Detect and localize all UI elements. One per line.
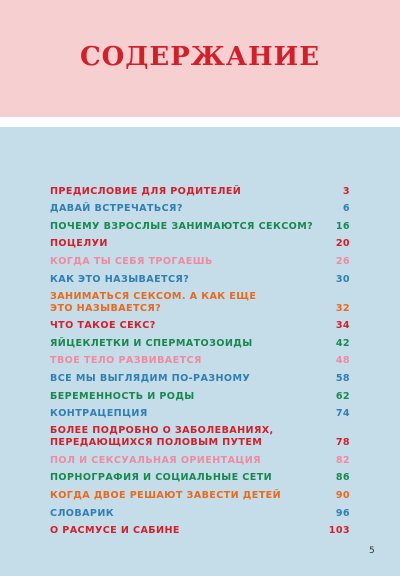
toc-entry[interactable] xyxy=(50,180,350,198)
toc-entry-page: 42 xyxy=(335,337,350,349)
toc-entry[interactable] xyxy=(50,502,350,520)
toc-entry-page: 86 xyxy=(335,472,350,484)
toc-entry[interactable] xyxy=(50,215,350,233)
toc-entry[interactable] xyxy=(50,367,350,385)
toc-entry-page: 32 xyxy=(335,302,350,314)
toc-entry[interactable] xyxy=(50,350,350,368)
toc-entry-title: БОЛЕЕ ПОДРОБНО О ЗАБОЛЕВАНИЯХ, ПЕРЕДАЮЩИХСЯ ПОЛОВЫМ ПУТЕМ xyxy=(50,425,274,449)
toc-entry-page: 82 xyxy=(335,454,350,466)
toc-entry-title: БЕРЕМЕННОСТЬ И РОДЫ xyxy=(50,390,195,402)
toc-entry-page: 96 xyxy=(335,507,350,519)
toc-entry[interactable] xyxy=(50,198,350,216)
toc-entry-page: 16 xyxy=(335,220,350,232)
toc-entry-page: 30 xyxy=(335,273,350,285)
toc-entry-page: 34 xyxy=(335,320,350,332)
page-title: СОДЕРЖАНИЕ xyxy=(79,42,321,72)
toc-entry-page: 58 xyxy=(335,372,350,384)
toc-entry-title: КОГДА ТЫ СЕБЯ ТРОГАЕШЬ xyxy=(50,255,213,267)
toc-entry-title: КОГДА ДВОЕ РЕШАЮТ ЗАВЕСТИ ДЕТЕЙ xyxy=(50,489,282,501)
toc-entry-title: СЛОВАРИК xyxy=(50,507,115,519)
toc-entry[interactable] xyxy=(50,268,350,286)
page-number: 5 xyxy=(369,546,375,556)
toc-entry[interactable] xyxy=(50,467,350,485)
toc-entry[interactable] xyxy=(50,250,350,268)
toc-entry[interactable] xyxy=(50,420,350,449)
toc-entry-title: ТВОЕ ТЕЛО РАЗВИВАЕТСЯ xyxy=(50,355,202,367)
toc-entry-title: ЯЙЦЕКЛЕТКИ И СПЕРМАТОЗОИДЫ xyxy=(50,337,253,349)
toc-entry-page: 62 xyxy=(335,390,350,402)
toc-entry[interactable] xyxy=(50,449,350,467)
toc-entry[interactable] xyxy=(50,233,350,251)
table-of-contents xyxy=(50,180,350,537)
toc-entry-title: ПОРНОГРАФИЯ И СОЦИАЛЬНЫЕ СЕТИ xyxy=(50,472,273,484)
toc-entry-page: 90 xyxy=(335,489,350,501)
toc-entry-title: ПОЧЕМУ ВЗРОСЛЫЕ ЗАНИМАЮТСЯ СЕКСОМ? xyxy=(50,220,314,232)
toc-entry-page: 6 xyxy=(342,203,350,215)
toc-entry-page: 103 xyxy=(328,525,350,537)
toc-entry-title: О РАСМУСЕ И САБИНЕ xyxy=(50,525,180,537)
toc-entry[interactable] xyxy=(50,332,350,350)
toc-entry[interactable] xyxy=(50,286,350,315)
toc-entry-title: КОНТРАЦЕПЦИЯ xyxy=(50,408,148,420)
toc-entry-title: КАК ЭТО НАЗЫВАЕТСЯ? xyxy=(50,273,190,285)
toc-entry[interactable] xyxy=(50,385,350,403)
toc-entry-title: ПОЛ И СЕКСУАЛЬНАЯ ОРИЕНТАЦИЯ xyxy=(50,454,261,466)
toc-entry[interactable] xyxy=(50,403,350,421)
divider xyxy=(0,117,400,127)
toc-entry-page: 78 xyxy=(335,437,350,449)
toc-entry[interactable] xyxy=(50,520,350,538)
header-band xyxy=(0,0,400,117)
toc-entry-title: ВСЕ МЫ ВЫГЛЯДИМ ПО-РАЗНОМУ xyxy=(50,372,251,384)
toc-entry-page: 48 xyxy=(335,355,350,367)
toc-entry-page: 74 xyxy=(335,408,350,420)
toc-entry-title: ЧТО ТАКОЕ СЕКС? xyxy=(50,320,156,332)
toc-entry-title: ПРЕДИСЛОВИЕ ДЛЯ РОДИТЕЛЕЙ xyxy=(50,185,242,197)
toc-entry-page: 20 xyxy=(335,238,350,250)
toc-entry[interactable] xyxy=(50,315,350,333)
toc-entry-title: ЗАНИМАТЬСЯ СЕКСОМ. А КАК ЕЩЕ ЭТО НАЗЫВАЕТСЯ? xyxy=(50,290,257,314)
toc-entry[interactable] xyxy=(50,484,350,502)
toc-entry-page: 3 xyxy=(342,185,350,197)
toc-entry-title: ПОЦЕЛУИ xyxy=(50,238,108,250)
toc-entry-title: ДАВАЙ ВСТРЕЧАТЬСЯ? xyxy=(50,203,183,215)
toc-entry-page: 26 xyxy=(335,255,350,267)
